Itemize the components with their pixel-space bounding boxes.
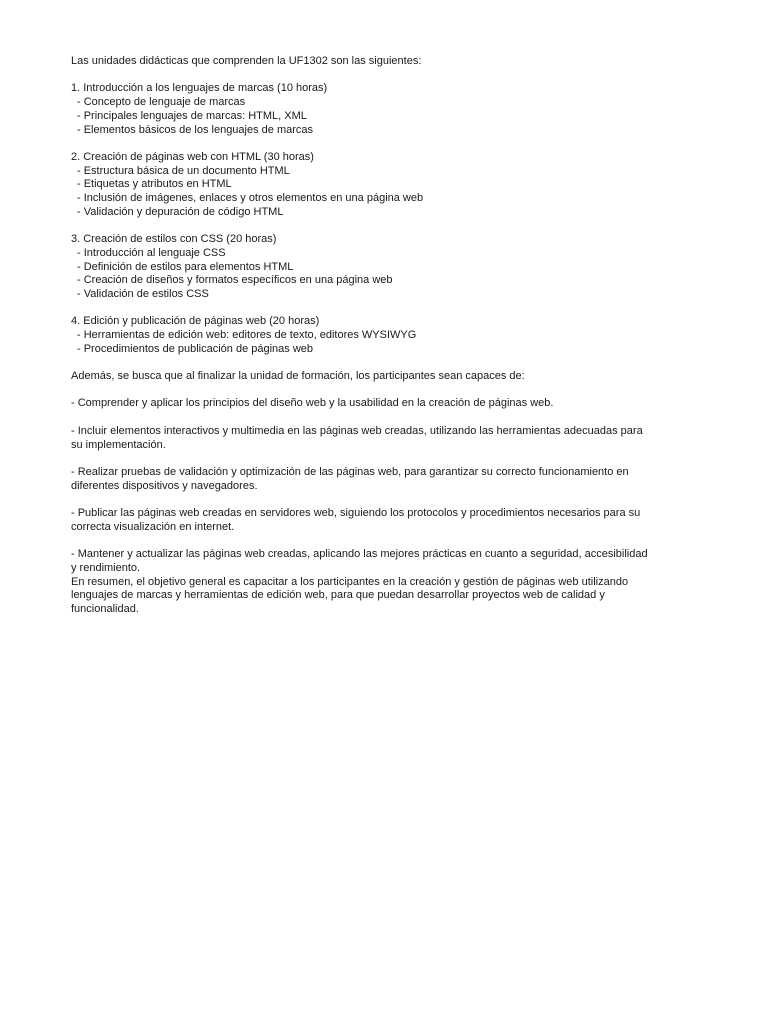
unit-title: 3. Creación de estilos con CSS (20 horas) xyxy=(71,233,277,246)
unit-3 xyxy=(71,233,651,302)
document-page xyxy=(71,55,651,617)
unit-item: - Elementos básicos de los lenguajes de marcas xyxy=(77,123,314,136)
unit-item: - Validación y depuración de código HTML xyxy=(77,205,284,218)
unit-item: - Estructura básica de un documento HTML xyxy=(77,164,290,177)
intro-text: Las unidades didácticas que comprenden la UF1302 son las siguientes: xyxy=(71,55,422,67)
objective-item: - Publicar las páginas web creadas en servidores web, siguiendo los protocolos y procedimientos necesarios para su correcta visualización en internet. xyxy=(71,507,641,533)
unit-item: - Creación de diseños y formatos específicos en una página web xyxy=(77,274,393,287)
objective-item: - Realizar pruebas de validación y optimización de las páginas web, para garantizar su correcto funcionamiento en diferentes dispositivos y navegadores. xyxy=(71,465,629,492)
objective-item: - Mantener y actualizar las páginas web creadas, aplicando las mejores prácticas en cuanto a seguridad, accesibilidad y rendimiento. xyxy=(71,548,648,574)
unit-item: - Etiquetas y atributos en HTML xyxy=(77,178,232,191)
unit-item: - Principales lenguajes de marcas: HTML, XML xyxy=(77,109,307,122)
unit-title: 4. Edición y publicación de páginas web (20 horas) xyxy=(71,315,320,328)
unit-item: - Introducción al lenguaje CSS xyxy=(77,246,226,259)
unit-item: - Definición de estilos para elementos HTML xyxy=(77,260,294,273)
unit-2 xyxy=(71,151,651,220)
unit-item: - Procedimientos de publicación de páginas web xyxy=(77,342,314,355)
unit-title: 2. Creación de páginas web con HTML (30 horas) xyxy=(71,150,314,163)
unit-title: 1. Introducción a los lenguajes de marcas (10 horas) xyxy=(71,82,328,95)
unit-item: - Herramientas de edición web: editores de texto, editores WYSIWYG xyxy=(77,329,417,341)
unit-1 xyxy=(71,82,651,137)
unit-item: - Validación de estilos CSS xyxy=(77,287,209,300)
unit-4 xyxy=(71,315,651,356)
objective-item: - Incluir elementos interactivos y multimedia en las páginas web creadas, utilizando las herramientas adecuadas para su implementación. xyxy=(71,424,643,451)
unit-item: - Inclusión de imágenes, enlaces y otros elementos en una página web xyxy=(77,192,424,204)
objective-item: - Comprender y aplicar los principios del diseño web y la usabilidad en la creación de páginas web. xyxy=(71,397,554,410)
summary-text: En resumen, el objetivo general es capacitar a los participantes en la creación y gestión de páginas web utilizando lenguajes de marcas y herramientas de edición web, para que puedan desarrollar proyectos web de calidad y funcionalidad. xyxy=(71,575,629,615)
objectives-intro: Además, se busca que al finalizar la unidad de formación, los participantes sean capaces de: xyxy=(71,370,525,383)
unit-item: - Concepto de lenguaje de marcas xyxy=(77,96,246,109)
